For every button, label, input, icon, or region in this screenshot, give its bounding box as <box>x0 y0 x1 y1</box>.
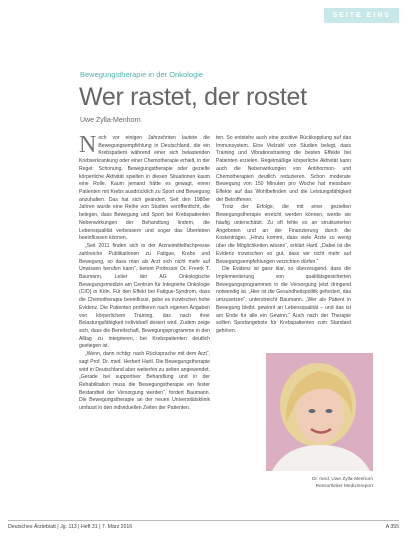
portrait-illustration <box>266 353 373 471</box>
text-column-left <box>79 132 210 413</box>
footer-publication: Deutsches Ärzteblatt | Jg. 113 | Heft 31 | 7. März 2016 <box>8 524 133 530</box>
section-tag: SEITE EINS <box>324 8 399 23</box>
footer-page-number: A 355 <box>385 524 399 530</box>
top-bar <box>0 0 407 26</box>
paragraph: „Seit 2011 finden sich in der Arzneimittelfachpresse zahlreiche Publikationen zu Fatigue, Krebs und Bewegung, so dass man als Arzt sich nicht mehr auf Unwissen berufen kann“, betont Professor Dr. Freerk T. Baumann, Leiter der AG Onkologische Bewegungsmedizin am Centrum für Integrierte Onkologie (CIO) in Köln. Für den Effekt bei Fatigue-Syndrom, dass die Chemotherapie beeinflusst, gebe es inzwischen hohe Evidenz. Die Patienten profitieren nach eigenen Angaben von körperlichem Training, das nach ihrer Belastungsfähigkeit individuell dosiert wird. Zudem zeige sich, dass die Bereitschaft, Bewegungsprogramme in den Alltag zu integrieren, bei Krebspatienten deutlich gestiegen ist. <box>79 243 210 350</box>
article-author: Uwe Zylla-Menhorn <box>80 117 141 124</box>
paragraph: Trotz der Erfolge, die mit einer gezielten Bewegungstherapie erreicht werden können, werde sie häufig unterschätzt. Zu oft fehle es an strukturierten Angeboten und an der Finanzierung durch die Kostenträger. „Hinzu kommt, dass viele Ärzte zu wenig über die Möglichkeiten wissen“, erklärt Hartl. „Dabei ist die Evidenz inzwischen so gut, dass wir nicht mehr auf Bewegungsempfehlungen verzichten dürfen.“ <box>216 204 351 265</box>
article-kicker: Bewegungstherapie in der Onkologie <box>80 70 203 79</box>
paragraph: „Wenn, dann richtig: nach Rücksprache mit dem Arzt“, sagt Prof. Dr. med. Herbert Hartl. Die Bewegungstherapie wird in Deutschland aber weiterhin zu selten angewendet. „Gerade bei supportiver Behandlung und in der Rehabilitation muss die Bewegungstherapie ein fester Bestandteil der Versorgung werden“, fordert Baumann. Die Bewegungstherapie an der neuen Universitätsklinik umfasst in den individuellen Zeiten der Patienten. <box>79 351 210 412</box>
author-portrait-photo <box>266 353 373 471</box>
paragraph: Noch vor einigen Jahrzehnten lautete die Bewegungsempfehlung in Deutschland, die ein Krebspatient während einer sich belastenden Krebserkrankung oder einer Chemotherapie erhielt, in der Regel: Schonung. Bewegungstherapie oder gezielte körperliche Aktivität spielten in diesen Situationen kaum eine Rolle. Kaum jemand hätte es gewagt, einen Patienten mit Krebs ausdrücklich zu Sport und Bewegung anzuhalten. Das hat sich geändert. Seit den 1980er Jahren wurde eine Reihe von Studien veröffentlicht, die belegen, dass Bewegung und Sport bei Krebspatienten Nebenwirkungen der Behandlung lindern, die Lebensqualität verbessern und sogar das Überleben beeinflussen können. <box>79 132 210 242</box>
drop-cap: N <box>79 132 97 158</box>
caption-role: Ressortleiter Medizinreport <box>315 484 373 489</box>
photo-caption <box>250 476 373 490</box>
paragraph: Die Evidenz ist ganz klar, so überzeugend, dass die Implementierung von qualitätsgesicherten Bewegungsprogrammen in die Versorgung jetzt dringend notwendig ist. „Hier ist die Gesundheitspolitik gefordert, das umzusetzen“, unterstreicht Baumann. „Wer als Patient in Bewegung bleibt, gewinnt an Lebensqualität – und das ist am Ende für alle ein Gewinn.“ Auch nach der Therapie sollten Sportangebote für Krebspatienten zum Standard gehören. <box>216 266 351 334</box>
article-title: Wer rastet, der rostet <box>79 83 307 111</box>
paragraph: ten. So entstehe auch eine positive Rückkopplung auf das Immunsystem. Eine Vielzahl von Studien belegt, dass Training und Vibrationstraining die besten Effekte bei Patienten erzielen. Regelmäßige körperliche Aktivität kann auch die Nebenwirkungen von Antihormon- und Chemotherapien deutlich reduzieren. Schon moderate Bewegung von 150 Minuten pro Woche hat messbare Effekte auf das Wohlbefinden und die Leistungsfähigkeit der Betroffenen. <box>216 135 351 203</box>
footer-divider <box>8 520 399 521</box>
caption-name: Dr. med. Uwe Zylla-Menhorn <box>311 477 373 482</box>
text-column-right <box>216 135 351 336</box>
